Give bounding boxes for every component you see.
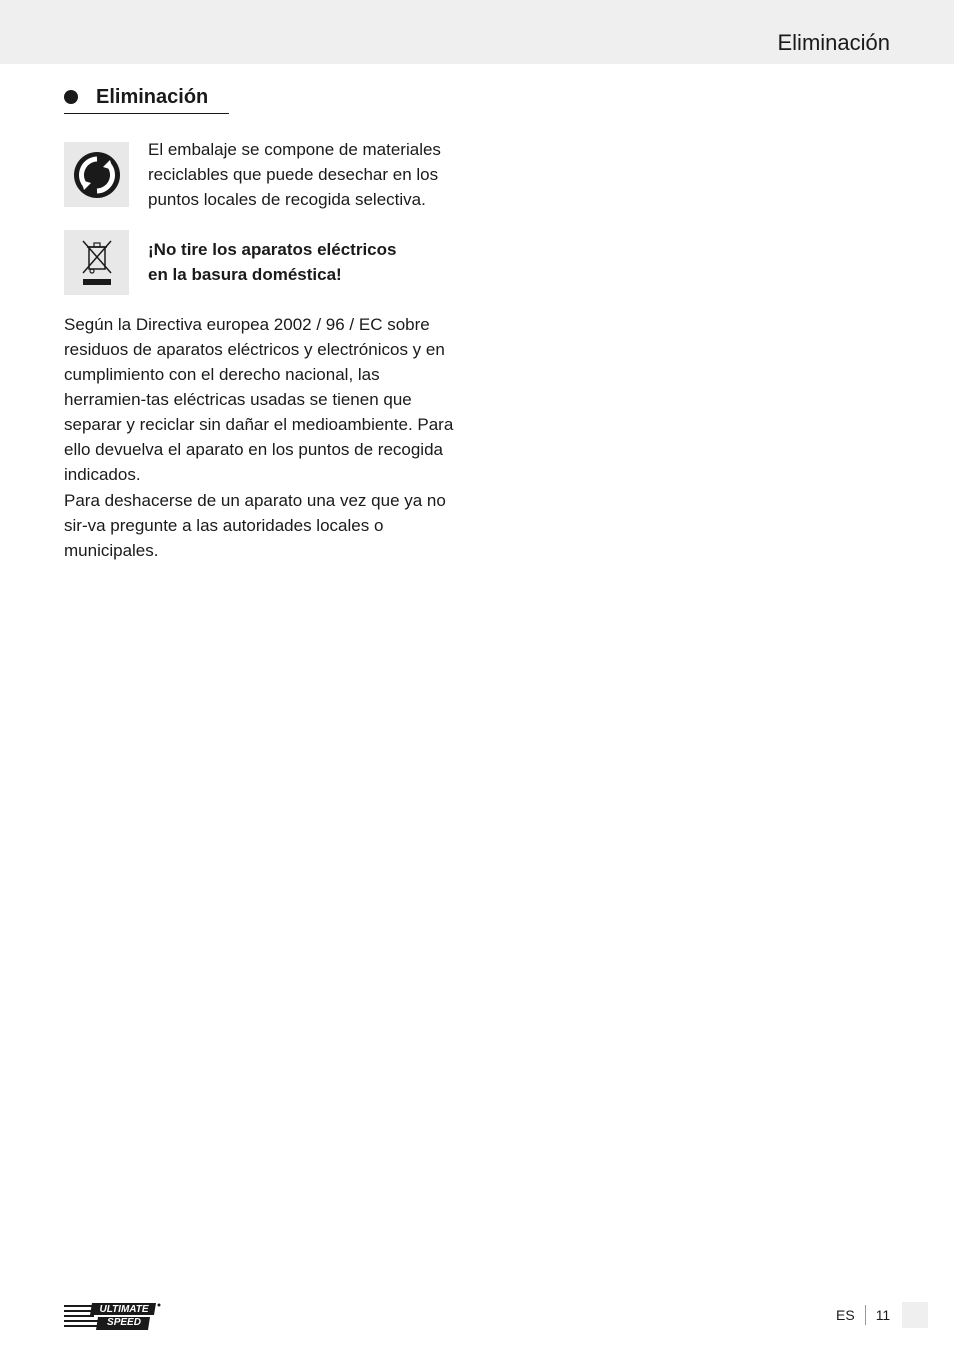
logo-text xyxy=(94,1303,154,1329)
directive-paragraph: Según la Directiva europea 2002 / 96 / EC sobre residuos de aparatos eléctricos y electrónicos y en cumplimiento con el derecho nacional, las herramien-tas eléctricas usadas se tienen que separar y reciclar sin dañar el medioambiente. Para ello devuelva el aparato en los puntos de recogida indicados. xyxy=(64,315,454,484)
logo-line1: ULTIMATE xyxy=(99,1304,149,1315)
green-dot-recycle-icon xyxy=(64,142,129,207)
logo-line2: SPEED xyxy=(107,1317,141,1328)
weee-warning-line2: en la basura doméstica! xyxy=(148,265,342,284)
page-tab xyxy=(902,1302,928,1328)
crossed-bin-icon xyxy=(64,230,129,295)
page-title: Eliminación xyxy=(777,30,890,55)
weee-warning xyxy=(148,237,468,287)
ultimate-speed-logo xyxy=(64,1302,164,1337)
language-code: ES xyxy=(836,1307,855,1323)
weee-warning-line1: ¡No tire los aparatos eléctricos xyxy=(148,240,397,259)
section-heading xyxy=(64,84,229,114)
page-index: 11 xyxy=(875,1307,891,1323)
page-number xyxy=(836,1302,890,1328)
header-bar xyxy=(0,0,954,64)
packaging-text: El embalaje se compone de materiales reciclables que puede desechar en los puntos locales de recogida selectiva. xyxy=(148,140,441,209)
disposal-paragraph: Para deshacerse de un aparato una vez que ya no sir-va pregunte a las autoridades locales o municipales. xyxy=(64,491,446,560)
footer-divider xyxy=(865,1305,866,1325)
bullet-icon xyxy=(64,90,78,104)
section-title: Eliminación xyxy=(96,86,209,108)
